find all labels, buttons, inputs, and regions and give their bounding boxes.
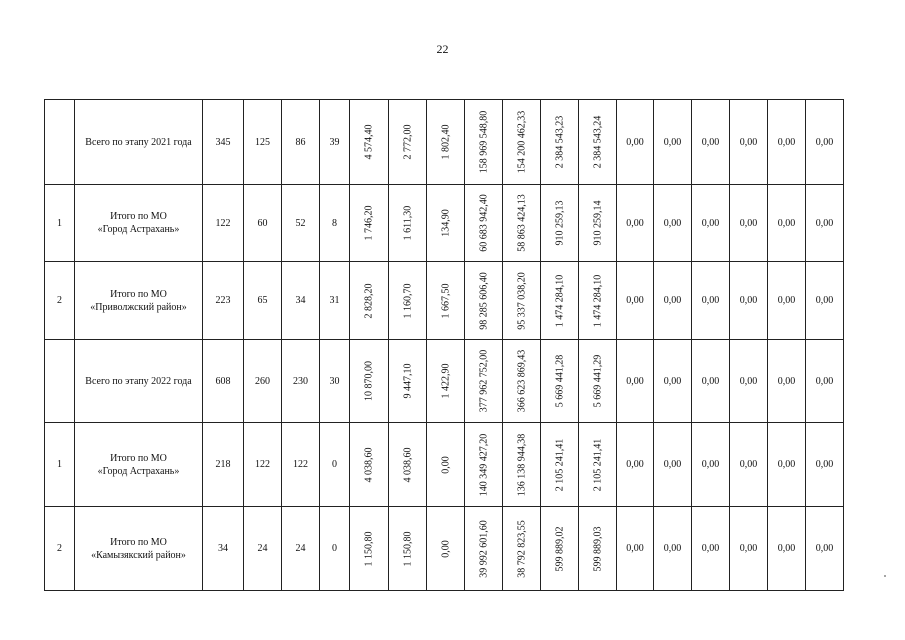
count-cell: 30 xyxy=(320,340,350,423)
zero-cell: 0,00 xyxy=(617,507,654,591)
value-cell-text: 140 349 427,20 xyxy=(478,433,489,496)
value-cell-text: 136 138 944,38 xyxy=(516,433,527,496)
value-cell-text: 5 669 441,28 xyxy=(554,354,565,408)
count-cell: 24 xyxy=(244,507,282,591)
zero-cell: 0,00 xyxy=(654,100,692,185)
count-cell: 34 xyxy=(282,262,320,340)
value-cell xyxy=(389,262,427,340)
count-cell: 0 xyxy=(320,423,350,507)
row-name-line: Итого по МО xyxy=(110,288,167,300)
zero-cell: 0,00 xyxy=(730,340,768,423)
zero-cell: 0,00 xyxy=(692,262,730,340)
value-cell xyxy=(350,262,389,340)
zero-cell: 0,00 xyxy=(768,185,806,262)
row-name xyxy=(75,507,203,591)
count-cell: 39 xyxy=(320,100,350,185)
count-cell: 31 xyxy=(320,262,350,340)
value-cell xyxy=(427,100,465,185)
row-name xyxy=(75,185,203,262)
count-cell: 122 xyxy=(282,423,320,507)
value-cell-text: 39 992 601,60 xyxy=(478,519,489,578)
zero-cell: 0,00 xyxy=(806,340,844,423)
value-cell-text: 4 574,40 xyxy=(363,124,375,160)
count-cell: 218 xyxy=(203,423,244,507)
value-cell-text: 1 422,90 xyxy=(440,363,451,399)
count-cell: 125 xyxy=(244,100,282,185)
value-cell-text: 1 611,30 xyxy=(402,205,413,241)
count-cell: 230 xyxy=(282,340,320,423)
zero-cell: 0,00 xyxy=(730,185,768,262)
value-cell-text: 95 337 038,20 xyxy=(516,271,527,330)
count-cell: 24 xyxy=(282,507,320,591)
value-cell xyxy=(465,507,503,591)
count-cell: 345 xyxy=(203,100,244,185)
value-cell-text: 1 150,80 xyxy=(402,531,413,566)
table-row xyxy=(45,100,844,185)
value-cell-text: 910 259,14 xyxy=(592,200,603,246)
value-cell xyxy=(465,100,503,185)
value-cell-text: 1 474 284,10 xyxy=(592,274,603,327)
value-cell xyxy=(579,262,617,340)
value-cell-text: 134,90 xyxy=(440,209,451,237)
zero-cell: 0,00 xyxy=(692,423,730,507)
zero-cell: 0,00 xyxy=(654,340,692,423)
value-cell-text: 2 105 241,41 xyxy=(554,438,565,491)
value-cell xyxy=(389,340,427,423)
value-cell xyxy=(389,100,427,185)
page-number: 22 xyxy=(436,42,449,56)
zero-cell: 0,00 xyxy=(617,185,654,262)
zero-cell: 0,00 xyxy=(768,262,806,340)
value-cell-text: 1 474 284,10 xyxy=(554,274,565,327)
value-cell xyxy=(541,100,579,185)
value-cell xyxy=(427,262,465,340)
zero-cell: 0,00 xyxy=(730,507,768,591)
value-cell-text: 38 792 823,55 xyxy=(516,519,527,578)
value-cell xyxy=(503,340,541,423)
value-cell xyxy=(427,423,465,507)
row-name-line: «Приволжский район» xyxy=(90,301,187,313)
zero-cell: 0,00 xyxy=(654,185,692,262)
zero-cell: 0,00 xyxy=(692,340,730,423)
value-cell-text: 2 384 543,24 xyxy=(592,115,603,169)
value-cell xyxy=(350,100,389,185)
table-row xyxy=(45,185,844,262)
zero-cell: 0,00 xyxy=(806,185,844,262)
row-number: 1 xyxy=(45,423,75,507)
value-cell-text: 2 105 241,41 xyxy=(592,438,603,491)
value-cell xyxy=(465,423,503,507)
table-row xyxy=(45,423,844,507)
table-row xyxy=(45,340,844,423)
value-cell-text: 60 683 942,40 xyxy=(478,194,489,252)
value-cell-text: 1 667,50 xyxy=(440,283,451,318)
zero-cell: 0,00 xyxy=(654,423,692,507)
zero-cell: 0,00 xyxy=(768,423,806,507)
count-cell: 122 xyxy=(244,423,282,507)
count-cell: 260 xyxy=(244,340,282,423)
value-cell-text: 377 962 752,00 xyxy=(478,349,489,413)
count-cell: 223 xyxy=(203,262,244,340)
row-name-line: «Камызякский район» xyxy=(91,549,186,561)
value-cell-text: 4 038,60 xyxy=(363,447,375,482)
value-cell-text: 0,00 xyxy=(440,539,451,558)
zero-cell: 0,00 xyxy=(768,507,806,591)
value-cell-text: 1 160,70 xyxy=(402,283,413,318)
zero-cell: 0,00 xyxy=(768,100,806,185)
value-cell xyxy=(579,340,617,423)
count-cell: 34 xyxy=(203,507,244,591)
count-cell: 608 xyxy=(203,340,244,423)
value-cell-text: 154 200 462,33 xyxy=(516,110,527,174)
value-cell xyxy=(579,185,617,262)
value-cell-text: 1 150,80 xyxy=(363,531,375,566)
value-cell-text: 5 669 441,29 xyxy=(592,354,603,408)
value-cell-text: 366 623 869,43 xyxy=(516,349,527,413)
value-cell-text: 158 969 548,80 xyxy=(478,110,489,174)
value-cell xyxy=(350,507,389,591)
value-cell xyxy=(503,507,541,591)
value-cell-text: 2 772,00 xyxy=(402,124,413,160)
zero-cell: 0,00 xyxy=(692,507,730,591)
value-cell xyxy=(389,185,427,262)
row-name xyxy=(75,340,203,423)
row-number xyxy=(45,340,75,423)
value-cell xyxy=(503,262,541,340)
zero-cell: 0,00 xyxy=(730,100,768,185)
value-cell xyxy=(427,185,465,262)
zero-cell: 0,00 xyxy=(617,100,654,185)
zero-cell: 0,00 xyxy=(806,423,844,507)
row-number: 1 xyxy=(45,185,75,262)
value-cell-text: 2 384 543,23 xyxy=(554,115,565,169)
value-cell xyxy=(350,423,389,507)
value-cell xyxy=(579,507,617,591)
value-cell xyxy=(350,185,389,262)
value-cell xyxy=(427,507,465,591)
value-cell xyxy=(465,185,503,262)
value-cell-text: 98 285 606,40 xyxy=(478,271,489,330)
value-cell xyxy=(579,423,617,507)
value-cell xyxy=(541,185,579,262)
zero-cell: 0,00 xyxy=(730,262,768,340)
zero-cell: 0,00 xyxy=(617,262,654,340)
row-name-line: Итого по МО xyxy=(110,211,167,222)
zero-cell: 0,00 xyxy=(692,100,730,185)
zero-cell: 0,00 xyxy=(654,507,692,591)
row-name-line: Всего по этапу 2021 года xyxy=(85,136,192,148)
count-cell: 52 xyxy=(282,185,320,262)
row-name-line: «Город Астрахань» xyxy=(97,465,180,477)
value-cell-text: 1 746,20 xyxy=(363,205,375,241)
count-cell: 0 xyxy=(320,507,350,591)
zero-cell: 0,00 xyxy=(654,262,692,340)
value-cell-text: 910 259,13 xyxy=(554,200,565,246)
zero-cell: 0,00 xyxy=(617,340,654,423)
zero-cell: 0,00 xyxy=(730,423,768,507)
value-cell xyxy=(541,507,579,591)
value-cell xyxy=(503,185,541,262)
zero-cell: 0,00 xyxy=(806,507,844,591)
value-cell xyxy=(503,423,541,507)
value-cell xyxy=(541,340,579,423)
row-number: 2 xyxy=(45,262,75,340)
value-cell-text: 599 889,03 xyxy=(592,526,603,571)
value-cell-text: 599 889,02 xyxy=(554,526,565,571)
row-name xyxy=(75,100,203,185)
data-table xyxy=(44,99,844,591)
count-cell: 60 xyxy=(244,185,282,262)
row-name-line: Итого по МО xyxy=(110,452,167,464)
value-cell xyxy=(465,262,503,340)
zero-cell: 0,00 xyxy=(806,262,844,340)
value-cell xyxy=(465,340,503,423)
table-row xyxy=(45,507,844,591)
row-number: 2 xyxy=(45,507,75,591)
value-cell-text: 4 038,60 xyxy=(402,447,413,482)
count-cell: 86 xyxy=(282,100,320,185)
value-cell xyxy=(389,423,427,507)
value-cell xyxy=(541,423,579,507)
zero-cell: 0,00 xyxy=(692,185,730,262)
row-number xyxy=(45,100,75,185)
row-name xyxy=(75,423,203,507)
row-name-line: Итого по МО xyxy=(110,536,167,548)
value-cell xyxy=(350,340,389,423)
value-cell xyxy=(541,262,579,340)
count-cell: 122 xyxy=(203,185,244,262)
value-cell-text: 0,00 xyxy=(440,455,451,474)
value-cell-text: 1 802,40 xyxy=(440,124,451,160)
count-cell: 8 xyxy=(320,185,350,262)
row-name-line: «Город Астрахань» xyxy=(97,224,180,235)
value-cell xyxy=(427,340,465,423)
row-name xyxy=(75,262,203,340)
zero-cell: 0,00 xyxy=(617,423,654,507)
value-cell-text: 58 863 424,13 xyxy=(516,194,527,252)
zero-cell: 0,00 xyxy=(768,340,806,423)
value-cell xyxy=(579,100,617,185)
row-name-line: Всего по этапу 2022 года xyxy=(85,375,192,387)
value-cell-text: 10 870,00 xyxy=(363,361,375,401)
value-cell xyxy=(503,100,541,185)
value-cell-text: 2 828,20 xyxy=(363,283,375,318)
value-cell xyxy=(389,507,427,591)
table-row xyxy=(45,262,844,340)
zero-cell: 0,00 xyxy=(806,100,844,185)
count-cell: 65 xyxy=(244,262,282,340)
value-cell-text: 9 447,10 xyxy=(402,363,413,399)
scan-speck xyxy=(884,575,886,577)
